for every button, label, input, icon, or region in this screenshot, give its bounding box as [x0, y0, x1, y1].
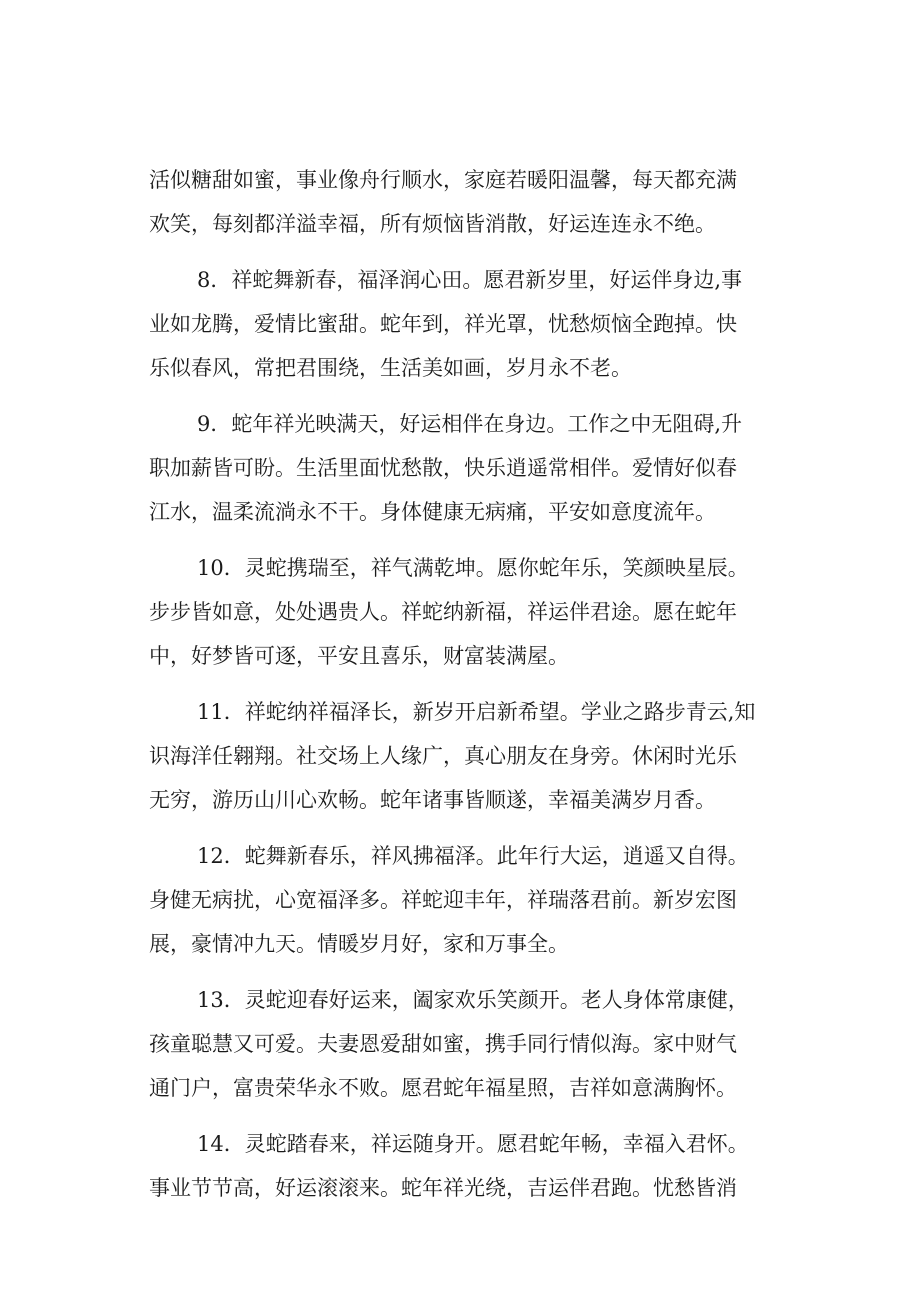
text-line: 身健无病扰，心宽福泽多。祥蛇迎丰年，祥瑞落君前。新岁宏图: [149, 888, 737, 912]
text-line: 孩童聪慧又可爱。夫妻恩爱甜如蜜，携手同行情似海。家中财气: [149, 1032, 737, 1056]
text-line: 职加薪皆可盼。生活里面忧愁散，快乐逍遥常相伴。爱情好似春: [149, 456, 737, 480]
paragraph-11-first-line: 11．祥蛇纳祥福泽长，新岁开启新希望。学业之路步青云,知: [197, 700, 756, 724]
text-line: 展，豪情冲九天。情暖岁月好，家和万事全。: [149, 932, 569, 956]
text-line: 欢笑，每刻都洋溢幸福，所有烦恼皆消散，好运连连永不绝。: [149, 212, 716, 236]
paragraph-8-first-line: 8．祥蛇舞新春，福泽润心田。愿君新岁里，好运伴身边,事: [197, 268, 743, 292]
text-line: 活似糖甜如蜜，事业像舟行顺水，家庭若暖阳温馨，每天都充满: [149, 168, 737, 192]
paragraph-9-first-line: 9．蛇年祥光映满天，好运相伴在身边。工作之中无阻碍,升: [197, 412, 743, 436]
paragraph-13-first-line: 13．灵蛇迎春好运来，阖家欢乐笑颜开。老人身体常康健，: [197, 988, 749, 1012]
text-line: 事业节节高，好运滚滚来。蛇年祥光绕，吉运伴君跑。忧愁皆消: [149, 1176, 737, 1200]
text-line: 识海洋任翱翔。社交场上人缘广，真心朋友在身旁。休闲时光乐: [149, 744, 737, 768]
text-line: 中，好梦皆可逐，平安且喜乐，财富装满屋。: [149, 644, 569, 668]
text-line: 通门户，富贵荣华永不败。愿君蛇年福星照，吉祥如意满胸怀。: [149, 1076, 737, 1100]
paragraph-14-first-line: 14．灵蛇踏春来，祥运随身开。愿君蛇年畅，幸福入君怀。: [197, 1132, 749, 1156]
text-line: 业如龙腾，爱情比蜜甜。蛇年到，祥光罩，忧愁烦恼全跑掉。快: [149, 312, 737, 336]
document-body: [149, 158, 799, 1210]
text-line: 步步皆如意，处处遇贵人。祥蛇纳新福，祥运伴君途。愿在蛇年: [149, 600, 737, 624]
text-line: 无穷，游历山川心欢畅。蛇年诸事皆顺遂，幸福美满岁月香。: [149, 788, 716, 812]
paragraph-10-first-line: 10．灵蛇携瑞至，祥气满乾坤。愿你蛇年乐，笑颜映星辰。: [197, 556, 749, 580]
text-line: 江水，温柔流淌永不干。身体健康无病痛，平安如意度流年。: [149, 500, 716, 524]
paragraph-12-first-line: 12．蛇舞新春乐，祥风拂福泽。此年行大运，逍遥又自得。: [197, 844, 749, 868]
text-line: 乐似春风，常把君围绕，生活美如画，岁月永不老。: [149, 356, 632, 380]
